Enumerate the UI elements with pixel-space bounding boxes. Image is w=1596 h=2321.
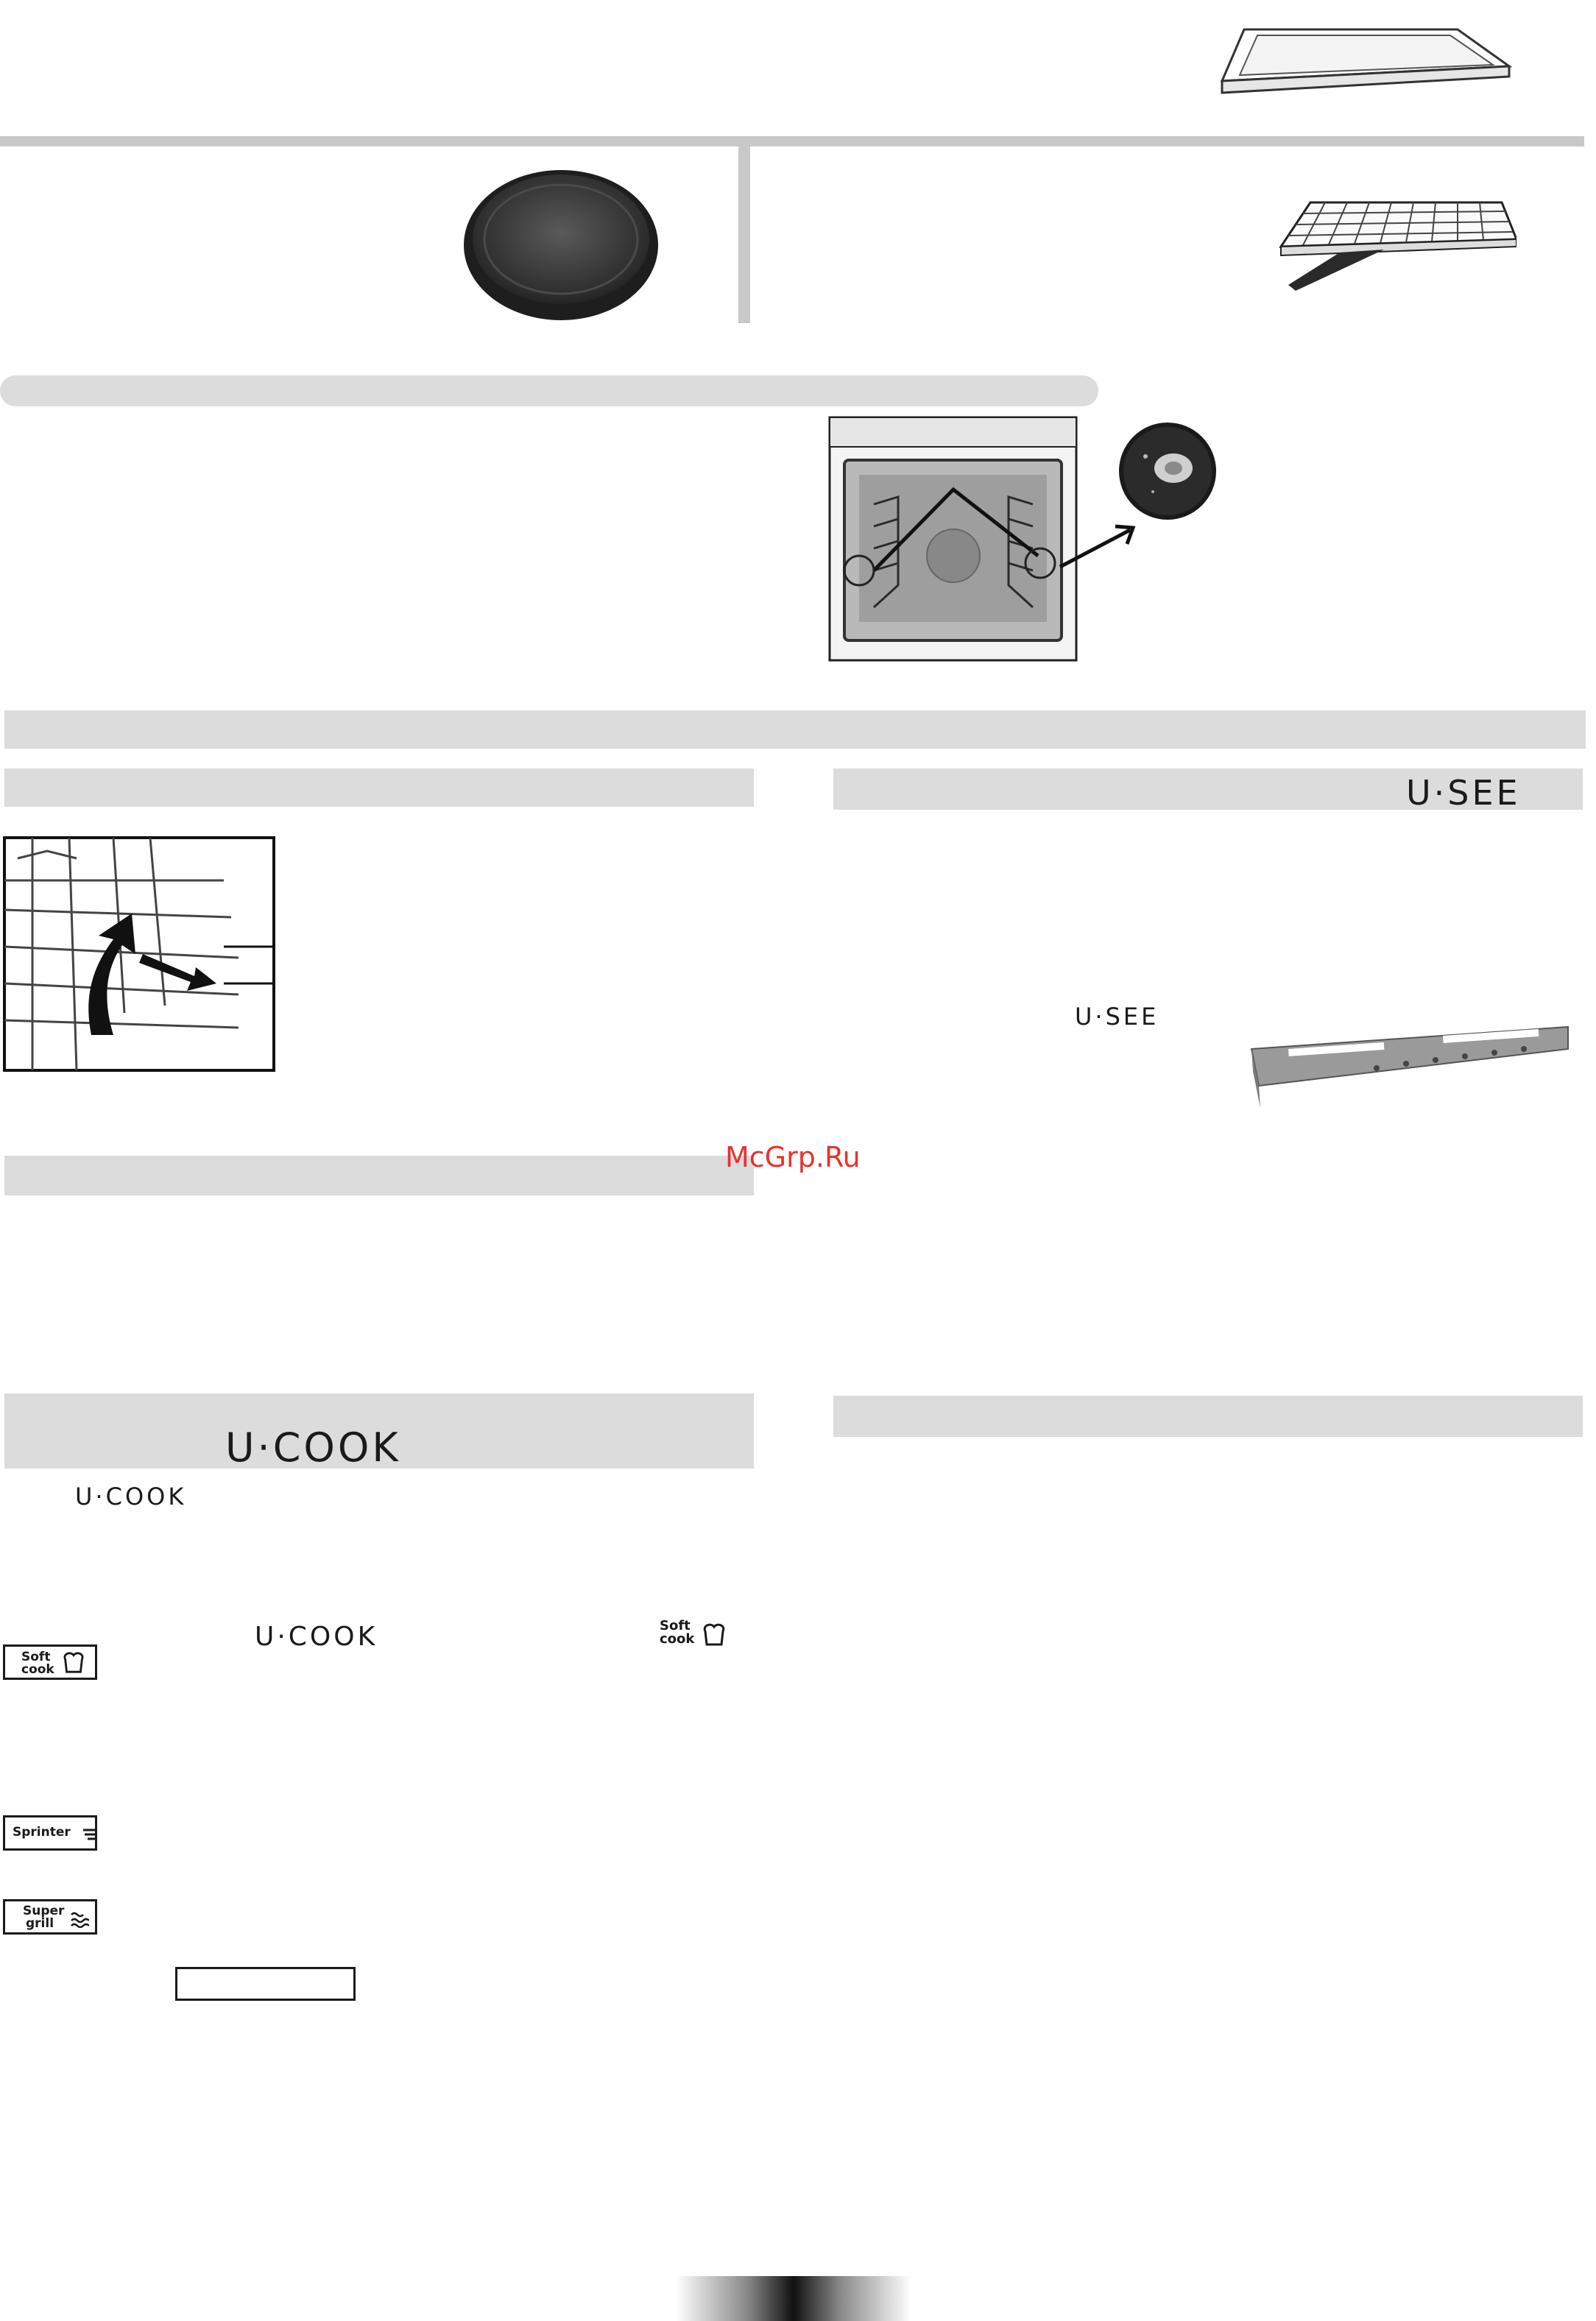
section-bar-full: [4, 710, 1586, 749]
sprinter-badge-label: Sprinter: [13, 1825, 71, 1840]
fastener-zoom-image: [1116, 420, 1219, 523]
wire-grid-image: [1266, 188, 1516, 313]
usee-rail-image: [1244, 1020, 1575, 1115]
usee-logo-header: U·SEE: [1406, 773, 1521, 813]
section-bar-left-2: [4, 1156, 754, 1195]
oven-cavity-image: [828, 416, 1082, 666]
vertical-divider: [738, 146, 750, 323]
empty-display-box: [175, 1967, 356, 2001]
rack-removal-image: [3, 836, 277, 1073]
ucook-logo-inline-2: U·COOK: [255, 1622, 378, 1652]
zoom-arrow: [1056, 519, 1141, 570]
ucook-logo-inline-1: U·COOK: [75, 1483, 187, 1511]
section-bar-accessories: [0, 375, 1098, 406]
softcook-badge: [3, 1645, 97, 1680]
section-bar-left-1: [4, 769, 754, 807]
page-tab: [676, 2276, 911, 2321]
pizza-pan-image: [460, 166, 663, 328]
softcook-badge-word-1: Soft: [21, 1650, 51, 1664]
softcook-inline-word-2: cook: [660, 1631, 695, 1647]
supergrill-badge: [3, 1899, 97, 1935]
sprinter-badge: [3, 1815, 97, 1851]
supergrill-badge-word-1: Super: [23, 1904, 65, 1918]
section-bar-right-2: [833, 1396, 1583, 1437]
usee-logo-inline: U·SEE: [1075, 1003, 1159, 1031]
supergrill-badge-word-2: grill: [26, 1916, 54, 1931]
softcook-inline-word-1: Soft: [660, 1618, 691, 1633]
softcook-badge-word-2: cook: [21, 1662, 54, 1677]
baking-tray-image: [1215, 13, 1516, 102]
top-divider: [0, 136, 1584, 146]
ucook-logo-header: U·COOK: [225, 1424, 401, 1471]
softcook-inline-icon: [660, 1619, 730, 1655]
watermark: McGrp.Ru: [725, 1141, 861, 1173]
